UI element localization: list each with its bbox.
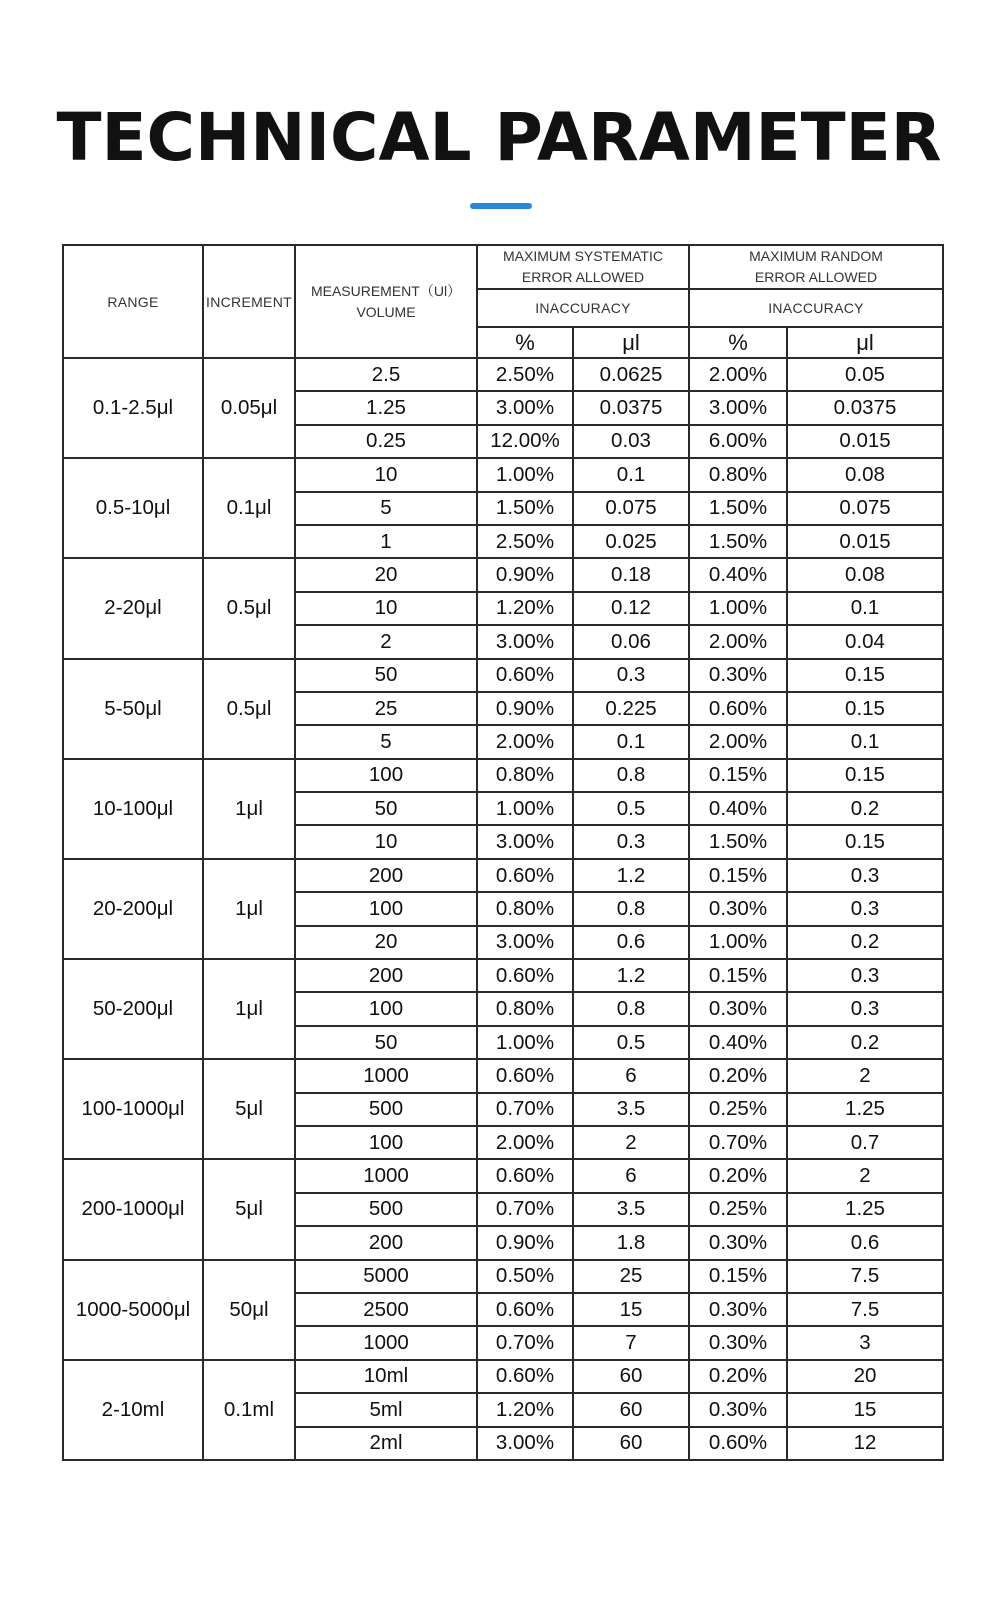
random-ul-cell: 20 bbox=[787, 1360, 943, 1393]
systematic-percent-cell: 0.90% bbox=[477, 1226, 573, 1259]
random-percent-cell: 0.30% bbox=[689, 1293, 787, 1326]
header-random-line2: ERROR ALLOWED bbox=[754, 269, 878, 285]
table-row bbox=[63, 1260, 943, 1293]
random-percent-cell: 0.60% bbox=[689, 692, 787, 725]
random-ul-cell: 0.2 bbox=[787, 792, 943, 825]
systematic-percent-cell: 12.00% bbox=[477, 425, 573, 458]
parameter-table bbox=[62, 244, 944, 1461]
measurement-volume-cell: 1 bbox=[295, 525, 477, 558]
table-row bbox=[63, 1159, 943, 1192]
random-percent-cell: 6.00% bbox=[689, 425, 787, 458]
random-ul-cell: 0.15 bbox=[787, 692, 943, 725]
table-row bbox=[63, 558, 943, 591]
measurement-volume-cell: 10 bbox=[295, 458, 477, 491]
header-systematic-percent: % bbox=[477, 327, 573, 358]
random-percent-cell: 1.50% bbox=[689, 525, 787, 558]
measurement-volume-cell: 20 bbox=[295, 558, 477, 591]
measurement-volume-cell: 20 bbox=[295, 926, 477, 959]
measurement-volume-cell: 10 bbox=[295, 825, 477, 858]
increment-cell: 0.1ml bbox=[203, 1360, 295, 1460]
header-measurement-line2: VOLUME bbox=[356, 303, 416, 320]
measurement-volume-cell: 2 bbox=[295, 625, 477, 658]
random-ul-cell: 7.5 bbox=[787, 1293, 943, 1326]
table-row bbox=[63, 358, 943, 391]
systematic-ul-cell: 0.18 bbox=[573, 558, 689, 591]
measurement-volume-cell: 500 bbox=[295, 1093, 477, 1126]
random-ul-cell: 0.15 bbox=[787, 659, 943, 692]
measurement-volume-cell: 2500 bbox=[295, 1293, 477, 1326]
random-ul-cell: 1.25 bbox=[787, 1093, 943, 1126]
header-measurement-volume bbox=[295, 245, 477, 358]
systematic-percent-cell: 1.00% bbox=[477, 1026, 573, 1059]
systematic-percent-cell: 1.20% bbox=[477, 592, 573, 625]
random-ul-cell: 0.3 bbox=[787, 959, 943, 992]
random-percent-cell: 0.40% bbox=[689, 1026, 787, 1059]
systematic-percent-cell: 0.70% bbox=[477, 1193, 573, 1226]
header-systematic-line2: ERROR ALLOWED bbox=[521, 269, 645, 285]
systematic-percent-cell: 1.20% bbox=[477, 1393, 573, 1426]
systematic-ul-cell: 0.025 bbox=[573, 525, 689, 558]
random-ul-cell: 0.05 bbox=[787, 358, 943, 391]
measurement-volume-cell: 2ml bbox=[295, 1427, 477, 1460]
systematic-percent-cell: 3.00% bbox=[477, 926, 573, 959]
systematic-ul-cell: 0.0625 bbox=[573, 358, 689, 391]
systematic-ul-cell: 0.6 bbox=[573, 926, 689, 959]
systematic-percent-cell: 0.70% bbox=[477, 1326, 573, 1359]
systematic-percent-cell: 1.50% bbox=[477, 492, 573, 525]
random-percent-cell: 0.25% bbox=[689, 1093, 787, 1126]
systematic-ul-cell: 60 bbox=[573, 1427, 689, 1460]
systematic-percent-cell: 0.60% bbox=[477, 1293, 573, 1326]
range-cell: 20-200μl bbox=[63, 859, 203, 959]
random-ul-cell: 0.075 bbox=[787, 492, 943, 525]
systematic-percent-cell: 3.00% bbox=[477, 391, 573, 424]
header-increment: INCREMENT bbox=[203, 245, 295, 358]
increment-cell: 0.5μl bbox=[203, 659, 295, 759]
range-cell: 0.1-2.5μl bbox=[63, 358, 203, 458]
random-percent-cell: 0.20% bbox=[689, 1159, 787, 1192]
measurement-volume-cell: 1.25 bbox=[295, 391, 477, 424]
random-ul-cell: 0.15 bbox=[787, 825, 943, 858]
measurement-volume-cell: 200 bbox=[295, 959, 477, 992]
random-percent-cell: 2.00% bbox=[689, 725, 787, 758]
random-ul-cell: 0.04 bbox=[787, 625, 943, 658]
range-cell: 0.5-10μl bbox=[63, 458, 203, 558]
random-percent-cell: 0.30% bbox=[689, 992, 787, 1025]
header-systematic-ul: μl bbox=[573, 327, 689, 358]
systematic-ul-cell: 0.225 bbox=[573, 692, 689, 725]
random-percent-cell: 0.30% bbox=[689, 892, 787, 925]
systematic-percent-cell: 0.60% bbox=[477, 1059, 573, 1092]
systematic-ul-cell: 0.8 bbox=[573, 892, 689, 925]
systematic-percent-cell: 0.60% bbox=[477, 659, 573, 692]
table-body bbox=[63, 358, 943, 1460]
header-inaccuracy-systematic: INACCURACY bbox=[477, 289, 689, 327]
systematic-percent-cell: 3.00% bbox=[477, 625, 573, 658]
systematic-ul-cell: 0.3 bbox=[573, 825, 689, 858]
systematic-ul-cell: 0.03 bbox=[573, 425, 689, 458]
systematic-ul-cell: 2 bbox=[573, 1126, 689, 1159]
header-systematic-line1: MAXIMUM SYSTEMATIC bbox=[503, 248, 663, 264]
header-random-ul: μl bbox=[787, 327, 943, 358]
random-percent-cell: 0.30% bbox=[689, 1226, 787, 1259]
systematic-ul-cell: 0.3 bbox=[573, 659, 689, 692]
random-percent-cell: 0.20% bbox=[689, 1360, 787, 1393]
random-percent-cell: 0.20% bbox=[689, 1059, 787, 1092]
random-ul-cell: 0.1 bbox=[787, 592, 943, 625]
measurement-volume-cell: 5 bbox=[295, 725, 477, 758]
header-range: RANGE bbox=[63, 245, 203, 358]
measurement-volume-cell: 5ml bbox=[295, 1393, 477, 1426]
systematic-percent-cell: 0.60% bbox=[477, 1159, 573, 1192]
systematic-ul-cell: 0.0375 bbox=[573, 391, 689, 424]
measurement-volume-cell: 50 bbox=[295, 659, 477, 692]
measurement-volume-cell: 100 bbox=[295, 992, 477, 1025]
random-ul-cell: 1.25 bbox=[787, 1193, 943, 1226]
random-percent-cell: 0.30% bbox=[689, 659, 787, 692]
table-row bbox=[63, 1059, 943, 1092]
systematic-ul-cell: 0.8 bbox=[573, 992, 689, 1025]
systematic-ul-cell: 0.8 bbox=[573, 759, 689, 792]
measurement-volume-cell: 200 bbox=[295, 859, 477, 892]
systematic-ul-cell: 15 bbox=[573, 1293, 689, 1326]
systematic-ul-cell: 1.2 bbox=[573, 959, 689, 992]
systematic-percent-cell: 0.80% bbox=[477, 892, 573, 925]
measurement-volume-cell: 25 bbox=[295, 692, 477, 725]
random-ul-cell: 2 bbox=[787, 1059, 943, 1092]
header-inaccuracy-random: INACCURACY bbox=[689, 289, 943, 327]
random-percent-cell: 1.50% bbox=[689, 492, 787, 525]
table-row bbox=[63, 458, 943, 491]
systematic-percent-cell: 3.00% bbox=[477, 825, 573, 858]
systematic-ul-cell: 0.5 bbox=[573, 792, 689, 825]
table-row bbox=[63, 659, 943, 692]
random-percent-cell: 2.00% bbox=[689, 358, 787, 391]
systematic-ul-cell: 1.8 bbox=[573, 1226, 689, 1259]
random-ul-cell: 0.15 bbox=[787, 759, 943, 792]
systematic-ul-cell: 3.5 bbox=[573, 1093, 689, 1126]
range-cell: 100-1000μl bbox=[63, 1059, 203, 1159]
header-max-random-error bbox=[689, 245, 943, 289]
random-percent-cell: 0.40% bbox=[689, 558, 787, 591]
measurement-volume-cell: 1000 bbox=[295, 1059, 477, 1092]
random-ul-cell: 0.1 bbox=[787, 725, 943, 758]
systematic-percent-cell: 3.00% bbox=[477, 1427, 573, 1460]
systematic-percent-cell: 0.50% bbox=[477, 1260, 573, 1293]
systematic-percent-cell: 2.50% bbox=[477, 525, 573, 558]
random-ul-cell: 0.3 bbox=[787, 859, 943, 892]
table-row bbox=[63, 1360, 943, 1393]
systematic-ul-cell: 6 bbox=[573, 1159, 689, 1192]
random-percent-cell: 0.15% bbox=[689, 859, 787, 892]
increment-cell: 1μl bbox=[203, 959, 295, 1059]
random-percent-cell: 1.00% bbox=[689, 926, 787, 959]
increment-cell: 0.1μl bbox=[203, 458, 295, 558]
range-cell: 2-20μl bbox=[63, 558, 203, 658]
increment-cell: 0.05μl bbox=[203, 358, 295, 458]
increment-cell: 50μl bbox=[203, 1260, 295, 1360]
page-title: TECHNICAL PARAMETER bbox=[56, 99, 942, 176]
range-cell: 1000-5000μl bbox=[63, 1260, 203, 1360]
measurement-volume-cell: 100 bbox=[295, 892, 477, 925]
random-ul-cell: 0.015 bbox=[787, 425, 943, 458]
measurement-volume-cell: 1000 bbox=[295, 1159, 477, 1192]
measurement-volume-cell: 0.25 bbox=[295, 425, 477, 458]
systematic-ul-cell: 25 bbox=[573, 1260, 689, 1293]
measurement-volume-cell: 10 bbox=[295, 592, 477, 625]
systematic-percent-cell: 0.80% bbox=[477, 759, 573, 792]
measurement-volume-cell: 1000 bbox=[295, 1326, 477, 1359]
random-percent-cell: 0.70% bbox=[689, 1126, 787, 1159]
systematic-percent-cell: 1.00% bbox=[477, 458, 573, 491]
systematic-ul-cell: 60 bbox=[573, 1360, 689, 1393]
random-ul-cell: 0.2 bbox=[787, 926, 943, 959]
random-ul-cell: 15 bbox=[787, 1393, 943, 1426]
range-cell: 200-1000μl bbox=[63, 1159, 203, 1259]
header-measurement-line1: MEASUREMENT（Ul） bbox=[310, 282, 462, 299]
range-cell: 5-50μl bbox=[63, 659, 203, 759]
random-ul-cell: 0.015 bbox=[787, 525, 943, 558]
random-percent-cell: 0.25% bbox=[689, 1193, 787, 1226]
systematic-ul-cell: 60 bbox=[573, 1393, 689, 1426]
header-max-systematic-error bbox=[477, 245, 689, 289]
systematic-percent-cell: 0.80% bbox=[477, 992, 573, 1025]
random-percent-cell: 0.80% bbox=[689, 458, 787, 491]
measurement-volume-cell: 50 bbox=[295, 1026, 477, 1059]
systematic-percent-cell: 1.00% bbox=[477, 792, 573, 825]
random-ul-cell: 0.3 bbox=[787, 892, 943, 925]
increment-cell: 0.5μl bbox=[203, 558, 295, 658]
systematic-percent-cell: 2.00% bbox=[477, 1126, 573, 1159]
measurement-volume-cell: 50 bbox=[295, 792, 477, 825]
range-cell: 2-10ml bbox=[63, 1360, 203, 1460]
random-percent-cell: 1.00% bbox=[689, 592, 787, 625]
random-percent-cell: 0.15% bbox=[689, 959, 787, 992]
range-cell: 10-100μl bbox=[63, 759, 203, 859]
random-ul-cell: 0.08 bbox=[787, 558, 943, 591]
systematic-ul-cell: 0.06 bbox=[573, 625, 689, 658]
systematic-percent-cell: 0.90% bbox=[477, 558, 573, 591]
systematic-ul-cell: 0.5 bbox=[573, 1026, 689, 1059]
systematic-ul-cell: 0.075 bbox=[573, 492, 689, 525]
random-ul-cell: 3 bbox=[787, 1326, 943, 1359]
random-ul-cell: 0.08 bbox=[787, 458, 943, 491]
systematic-percent-cell: 0.70% bbox=[477, 1093, 573, 1126]
title-accent-bar bbox=[470, 203, 532, 209]
random-percent-cell: 0.30% bbox=[689, 1393, 787, 1426]
header-random-percent: % bbox=[689, 327, 787, 358]
table-row bbox=[63, 859, 943, 892]
random-ul-cell: 0.6 bbox=[787, 1226, 943, 1259]
increment-cell: 5μl bbox=[203, 1159, 295, 1259]
table-row bbox=[63, 759, 943, 792]
systematic-percent-cell: 0.60% bbox=[477, 959, 573, 992]
measurement-volume-cell: 5 bbox=[295, 492, 477, 525]
random-percent-cell: 0.60% bbox=[689, 1427, 787, 1460]
measurement-volume-cell: 100 bbox=[295, 759, 477, 792]
random-percent-cell: 3.00% bbox=[689, 391, 787, 424]
systematic-percent-cell: 0.60% bbox=[477, 859, 573, 892]
measurement-volume-cell: 100 bbox=[295, 1126, 477, 1159]
systematic-percent-cell: 2.50% bbox=[477, 358, 573, 391]
systematic-percent-cell: 2.00% bbox=[477, 725, 573, 758]
random-percent-cell: 0.30% bbox=[689, 1326, 787, 1359]
measurement-volume-cell: 500 bbox=[295, 1193, 477, 1226]
random-percent-cell: 2.00% bbox=[689, 625, 787, 658]
random-ul-cell: 12 bbox=[787, 1427, 943, 1460]
random-ul-cell: 0.2 bbox=[787, 1026, 943, 1059]
measurement-volume-cell: 10ml bbox=[295, 1360, 477, 1393]
increment-cell: 1μl bbox=[203, 859, 295, 959]
systematic-ul-cell: 7 bbox=[573, 1326, 689, 1359]
random-percent-cell: 0.40% bbox=[689, 792, 787, 825]
systematic-ul-cell: 0.1 bbox=[573, 725, 689, 758]
systematic-percent-cell: 0.90% bbox=[477, 692, 573, 725]
random-ul-cell: 7.5 bbox=[787, 1260, 943, 1293]
measurement-volume-cell: 200 bbox=[295, 1226, 477, 1259]
random-ul-cell: 0.7 bbox=[787, 1126, 943, 1159]
range-cell: 50-200μl bbox=[63, 959, 203, 1059]
systematic-ul-cell: 0.1 bbox=[573, 458, 689, 491]
random-ul-cell: 2 bbox=[787, 1159, 943, 1192]
increment-cell: 5μl bbox=[203, 1059, 295, 1159]
systematic-ul-cell: 3.5 bbox=[573, 1193, 689, 1226]
random-percent-cell: 1.50% bbox=[689, 825, 787, 858]
systematic-ul-cell: 1.2 bbox=[573, 859, 689, 892]
systematic-ul-cell: 0.12 bbox=[573, 592, 689, 625]
systematic-percent-cell: 0.60% bbox=[477, 1360, 573, 1393]
measurement-volume-cell: 2.5 bbox=[295, 358, 477, 391]
increment-cell: 1μl bbox=[203, 759, 295, 859]
systematic-ul-cell: 6 bbox=[573, 1059, 689, 1092]
random-ul-cell: 0.3 bbox=[787, 992, 943, 1025]
random-ul-cell: 0.0375 bbox=[787, 391, 943, 424]
measurement-volume-cell: 5000 bbox=[295, 1260, 477, 1293]
table-row bbox=[63, 959, 943, 992]
random-percent-cell: 0.15% bbox=[689, 759, 787, 792]
header-random-line1: MAXIMUM RANDOM bbox=[749, 248, 883, 264]
random-percent-cell: 0.15% bbox=[689, 1260, 787, 1293]
